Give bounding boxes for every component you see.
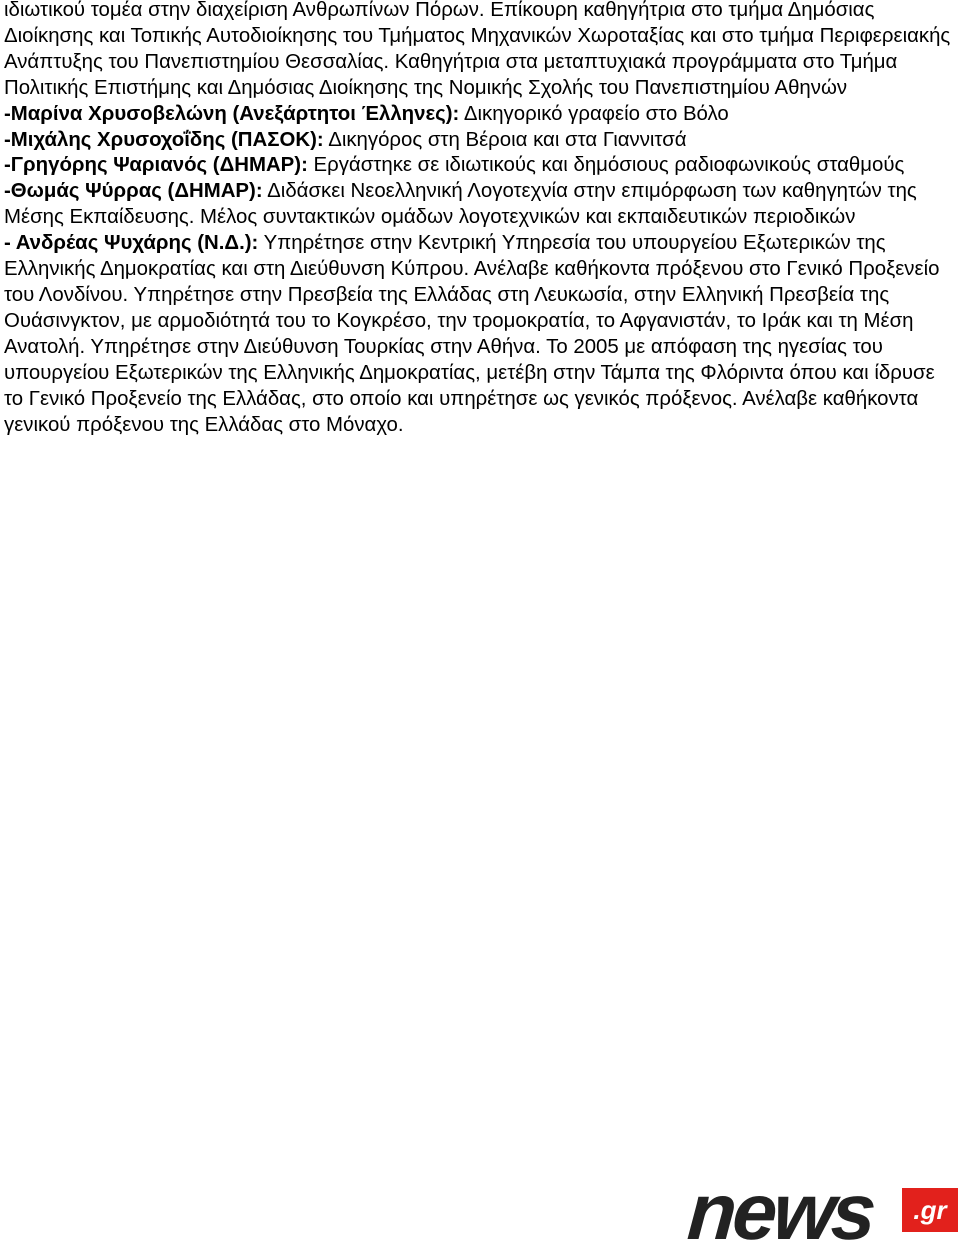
entry-text: Δικηγόρος στη Βέροια και στα Γιαννιτσά — [323, 128, 687, 151]
entry-chrysoveloni — [4, 102, 954, 128]
entry-chrysochoidis — [4, 128, 954, 154]
logo-badge: .gr — [902, 1188, 958, 1232]
news-gr-logo — [684, 1167, 958, 1256]
entry-text: Εργάστηκε σε ιδιωτικούς και δημόσιους ραδιοφωνικούς σταθμούς — [307, 154, 905, 177]
entry-psyrras — [4, 179, 954, 231]
entry-name: -Μαρίνα Χρυσοβελώνη (Ανεξάρτητοι Έλληνες): — [4, 102, 460, 125]
entry-name: -Μιχάλης Χρυσοχοΐδης (ΠΑΣΟΚ): — [4, 128, 324, 151]
document-body — [4, 0, 954, 438]
entry-text: Υπηρέτησε στην Κεντρική Υπηρεσία του υπουργείου Εξωτερικών της Ελληνικής Δημοκρατίας και στη Διεύθυνση Κύπρου. Ανέλαβε καθήκοντα πρόξενου στο Γενικό Προξενείο του Λονδίνου. Υπηρέτησε στην Πρεσβεία της Ελλάδας στη Λευκωσία, στην Ελληνική Πρεσβεία της Ουάσινγκτον, με αρμοδιότητά του το Κογκρέσο, την τρομοκρατία, το Αφγανιστάν, το Ιράκ και τη Μέση Ανατολή. Υπηρέτησε στην Διεύθυνση Τουρκίας στην Αθήνα. Το 2005 με απόφαση της ηγεσίας του υπουργείου Εξωτερικών της Ελληνικής Δημοκρατίας, μετέβη στην Τάμπα της Φλόριντα όπου και ίδρυσε το Γενικό Προξενείο της Ελλάδας, στο οποίο και υπηρέτησε ως γενικός πρόξενος. Ανέλαβε καθήκοντα γενικού πρόξενου της Ελλάδας στο Μόναχο. — [4, 232, 940, 436]
entry-name: - Ανδρέας Ψυχάρης (Ν.Δ.): — [4, 232, 259, 255]
logo-wordmark: news — [684, 1167, 876, 1256]
entry-psarianos — [4, 153, 954, 179]
intro-paragraph — [4, 0, 954, 102]
entry-text: Διδάσκει Νεοελληνική Λογοτεχνία στην επιμόρφωση των καθηγητών της Μέσης Εκπαίδευσης. Μέλος συντακτικών ομάδων λογοτεχνικών και εκπαιδευτικών περιοδικών — [4, 180, 917, 229]
entry-text: Δικηγορικό γραφείο στο Βόλο — [459, 102, 729, 125]
entry-psycharis — [4, 231, 954, 438]
entry-name: -Θωμάς Ψύρρας (ΔΗΜΑΡ): — [4, 180, 263, 203]
intro-text: ιδιωτικού τομέα στην διαχείριση Ανθρωπίνων Πόρων. Επίκουρη καθηγήτρια στο τμήμα Δημόσιας Διοίκησης και Τοπικής Αυτοδιοίκησης του Τμήματος Μηχανικών Χωροταξίας και στο τμήμα Περιφερειακής Ανάπτυξης του Πανεπιστημίου Θεσσαλίας. Καθηγήτρια στα μεταπτυχιακά προγράμματα στο Τμήμα Πολιτικής Επιστήμης και Δημόσιας Διοίκησης της Νομικής Σχολής του Πανεπιστημίου Αθηνών — [4, 0, 951, 99]
entry-name: -Γρηγόρης Ψαριανός (ΔΗΜΑΡ): — [4, 154, 308, 177]
